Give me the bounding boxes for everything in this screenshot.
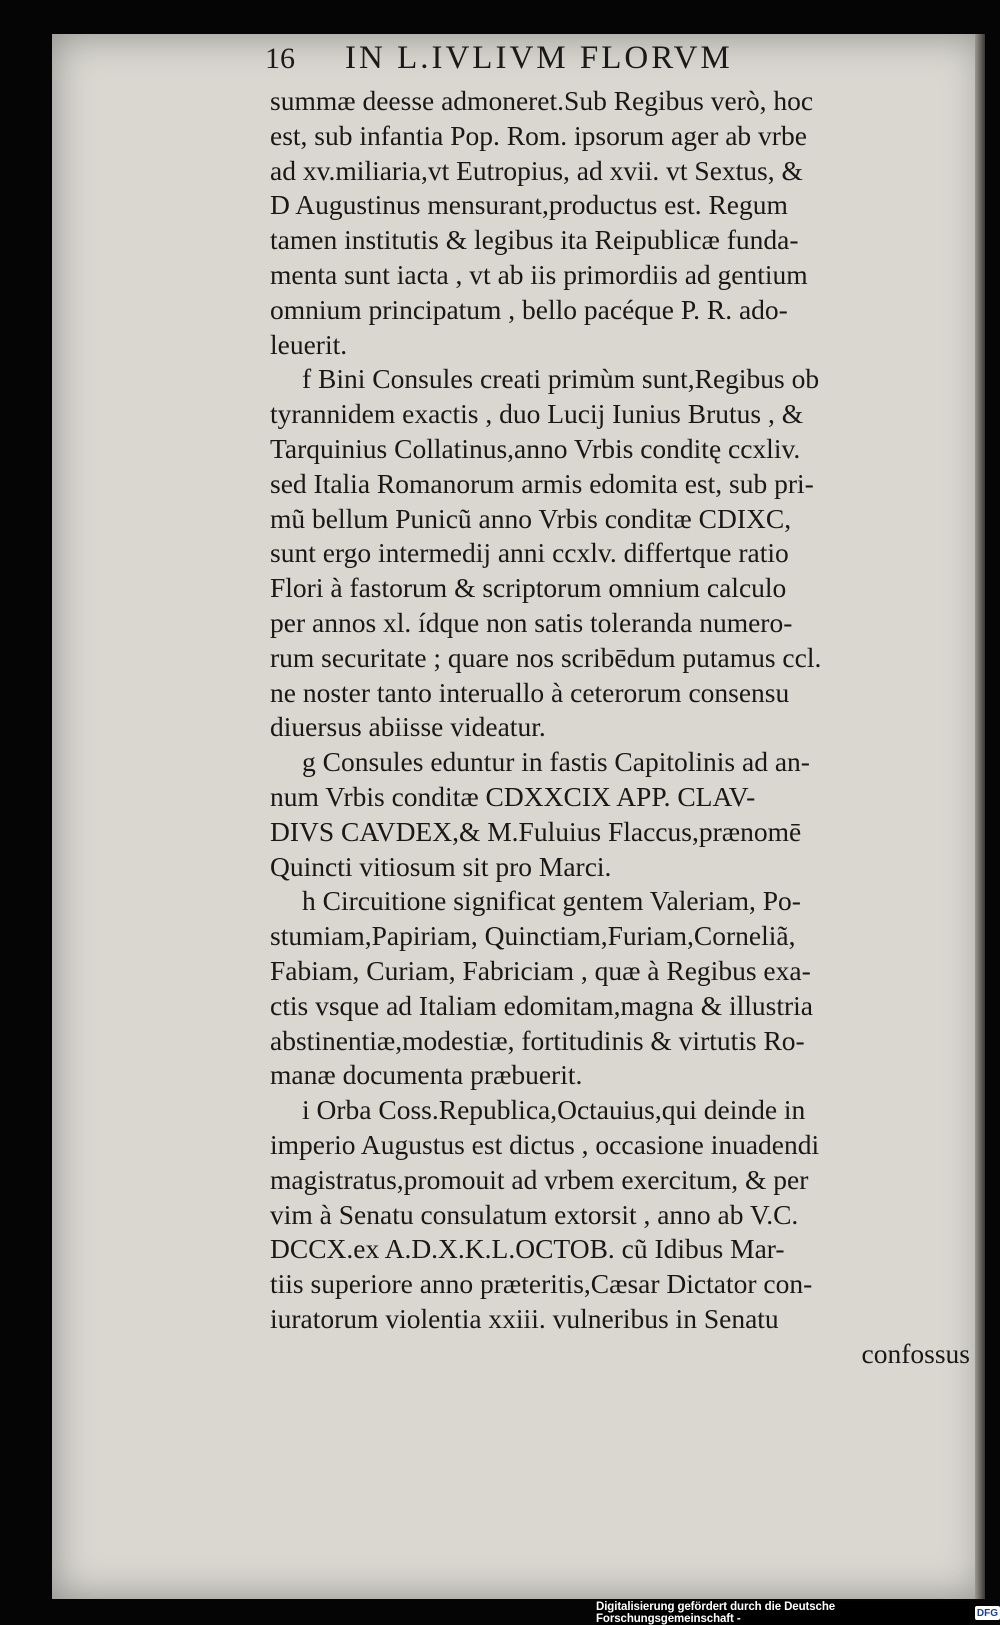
- text-line: tamen institutis & legibus ita Reipublicæ funda-: [270, 224, 799, 256]
- text-line: stumiam,Papiriam, Quinctiam,Furiam,Corneliã,: [270, 920, 796, 952]
- text-line: DCCX.ex A.D.X.K.L.OCTOB. cũ Idibus Mar-: [270, 1233, 785, 1265]
- text-line: imperio Augustus est dictus , occasione inuadendi: [270, 1128, 820, 1160]
- text-line: ad xv.miliaria,vt Eutropius, ad xvii. vt Sextus, &: [270, 154, 803, 186]
- funding-credit: Digitalisierung gefördert durch die Deutsche Forschungsgemeinschaft -: [596, 1601, 969, 1625]
- digitization-footer: [596, 1603, 1000, 1623]
- text-line: per annos xl. ídque non satis toleranda numero-: [270, 606, 793, 638]
- text-line: omnium principatum , bello pacéque P. R. ado-: [270, 293, 788, 325]
- text-line: menta sunt iacta , vt ab iis primordiis ad gentium: [270, 258, 808, 290]
- note-h-start: h Circuitione significat gentem Valeriam, Po-: [302, 885, 801, 917]
- text-line: magistratus,promouit ad vrbem exercitum, & per: [270, 1163, 809, 1195]
- text-line: rum securitate ; quare nos scribēdum putamus ccl.: [270, 641, 822, 673]
- text-line: summæ deesse admoneret.Sub Regibus verò, hoc: [270, 85, 814, 116]
- text-line: vim à Senatu consulatum extorsit , anno ab V.C.: [270, 1198, 799, 1230]
- dfg-logo-icon: DFG: [976, 1607, 999, 1619]
- note-f-start: f Bini Consules creati primùm sunt,Regibus ob: [302, 363, 820, 395]
- note-i-start: i Orba Coss.Republica,Octauius,qui deinde in: [302, 1094, 806, 1126]
- text-line: mũ bellum Punicũ anno Vrbis conditæ CDIXC,: [270, 502, 792, 534]
- text-line: Flori à fastorum & scriptorum omnium calculo: [270, 572, 787, 604]
- catchword: confossus: [861, 1337, 970, 1369]
- text-line: num Vrbis conditæ CDXXCIX APP. CLAV-: [270, 780, 756, 812]
- body-text: [270, 84, 970, 1371]
- page-number: 16: [265, 42, 295, 75]
- text-line: iuratorum violentia xxiii. vulneribus in Senatu: [270, 1302, 779, 1334]
- page-header: [265, 40, 733, 77]
- text-line: diuersus abiisse videatur.: [270, 711, 546, 743]
- text-line: ctis vsque ad Italiam edomitam,magna & illustria: [270, 989, 813, 1021]
- text-line: DIVS CAVDEX,& M.Fuluius Flaccus,prænomē: [270, 815, 802, 847]
- text-line: Fabiam, Curiam, Fabriciam , quæ à Regibus exa-: [270, 954, 811, 986]
- running-head: IN L.IVLIVM FLORVM: [345, 40, 733, 76]
- note-g-start: g Consules eduntur in fastis Capitolinis ad an-: [302, 746, 810, 778]
- page-edge: [975, 34, 985, 1599]
- text-line: Quincti vitiosum sit pro Marci.: [270, 850, 612, 882]
- text-line: D Augustinus mensurant,productus est. Regum: [270, 189, 788, 221]
- text-line: sunt ergo intermedij anni ccxlv. differtque ratio: [270, 537, 789, 569]
- text-line: tyrannidem exactis , duo Lucij Iunius Brutus , &: [270, 398, 804, 430]
- text-line: leuerit.: [270, 328, 348, 360]
- text-line: manæ documenta præbuerit.: [270, 1059, 583, 1091]
- text-line: Tarquinius Collatinus,anno Vrbis conditę ccxliv.: [270, 432, 801, 464]
- text-line: tiis superiore anno præteritis,Cæsar Dictator con-: [270, 1268, 813, 1300]
- text-line: abstinentiæ,modestiæ, fortitudinis & virtutis Ro-: [270, 1024, 805, 1056]
- text-line: ne noster tanto interuallo à ceterorum consensu: [270, 676, 790, 708]
- text-line: sed Italia Romanorum armis edomita est, sub pri-: [270, 467, 814, 499]
- text-line: est, sub infantia Pop. Rom. ipsorum ager ab vrbe: [270, 119, 807, 151]
